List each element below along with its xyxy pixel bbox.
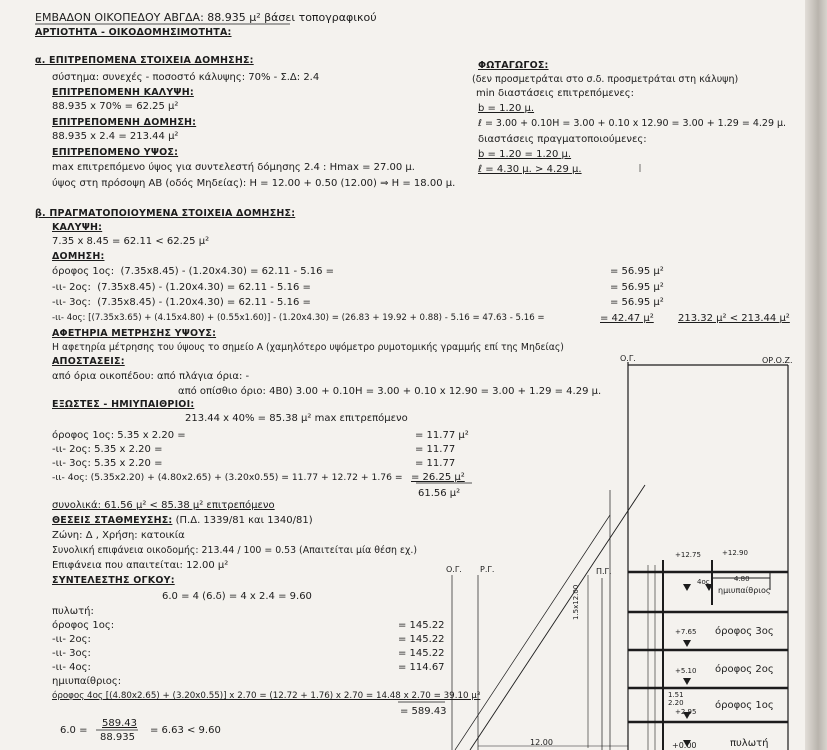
light-well-title: ΦΩΤΑΓΩΓΟΣ:: [478, 60, 549, 71]
height-ref-text: Η αφετηρία μέτρησης του ύψους το σημείο Α (χαμηλότερο υψόμετρο ρυμοτομικής γραμμής επί της Μηδείας): [52, 342, 564, 353]
balconies-allowed: 213.44 x 40% = 85.38 μ² max επιτρεπόμενο: [185, 413, 408, 424]
rg-left-label: Ρ.Γ.: [480, 565, 495, 574]
list-item: όροφος 1ος: (7.35x8.45) - (1.20x4.30) = 62.11 - 5.16 =: [52, 266, 335, 277]
pilotis-drawing-label: πυλωτή: [730, 738, 769, 749]
list-item: -ιι- 3ος:: [52, 648, 91, 659]
allowed-coverage-calc: 88.935 x 70% = 62.25 μ²: [52, 101, 179, 112]
subtitle: ΑΡΤΙΟΤΗΤΑ - ΟΙΚΟΔΟΜΗΣΙΜΟΤΗΤΑ:: [35, 27, 232, 38]
floor-semi-open-label: ημιυπαίθριος: [718, 586, 771, 595]
dim-220-label: 2.20: [668, 699, 684, 707]
level-1290: +12.90: [722, 549, 748, 557]
og-left-label: Ο.Γ.: [446, 565, 462, 574]
level-000: +0.00: [672, 741, 697, 750]
height-ref-title: ΑΦΕΤΗΡΙΑ ΜΕΤΡΗΣΗΣ ΥΨΟΥΣ:: [52, 328, 217, 339]
list-item: όροφος 1ος: 5.35 x 2.20 =: [52, 430, 186, 441]
floor-4-tag: 4ος: [697, 578, 710, 586]
scan-edge-shadow: [805, 0, 827, 750]
list-item: -ιι- 3ος: 5.35 x 2.20 =: [52, 458, 163, 469]
light-well-actual-title: διαστάσεις πραγματοποιούμενες:: [478, 134, 647, 145]
list-item: όροφος 1ος:: [52, 620, 115, 631]
building-title: ΔΟΜΗΣΗ:: [52, 251, 105, 262]
coverage-title: ΚΑΛΥΨΗ:: [52, 222, 103, 233]
ratio-denominator: 88.935: [100, 732, 135, 743]
level-510: +5.10: [675, 667, 697, 675]
required-area-line: Επιφάνεια που απαιτείται: 12.00 μ²: [52, 560, 229, 571]
dim-15x12-label: 1.5x12.00: [572, 584, 580, 620]
zone-line: Ζώνη: Δ , Χρήση: κατοικία: [52, 530, 185, 541]
level-1275: +12.75: [675, 551, 701, 559]
list-item: -ιι- 4ος: (5.35x2.20) + (4.80x2.65) + (3.20x0.55) = 11.77 + 12.72 + 1.76 =: [52, 472, 403, 483]
pg-label: Π.Γ.: [596, 567, 612, 576]
height-line-2: ύψος στη πρόσοψη ΑΒ (οδός Μηδείας): H = 12.00 + 0.50 (12.00) ⇒ H = 18.00 μ.: [52, 178, 456, 189]
building-total: 213.32 μ² < 213.44 μ²: [678, 313, 790, 324]
semi-open-calc: όροφος 4ος [(4.80x2.65) + (3.20x0.55)] x 2.70 = (12.72 + 1.76) x 2.70 = 14.48 x 2.70 = 39.10 μ³: [52, 691, 481, 701]
balcony-result: = 11.77: [415, 444, 456, 455]
coverage-calc: 7.35 x 8.45 = 62.11 < 62.25 μ²: [52, 236, 210, 247]
og-top-label: Ο.Γ.: [620, 354, 636, 363]
distances-line-1: από όρια οικοπέδου: από πλάγια όρια: -: [52, 371, 250, 382]
total-area-line: Συνολική επιφάνεια οικοδομής: 213.44 / 100 = 0.53 (Απαιτείται μία θέση εχ.): [52, 545, 418, 556]
light-well-note-1: (δεν προσμετράται στο σ.δ. προσμετράται στη κάλυψη): [472, 74, 739, 85]
balconies-title: ΕΞΩΣΤΕΣ - ΗΜΙΥΠΑΙΘΡΙΟΙ:: [52, 399, 195, 410]
light-well-b-actual: b = 1.20 = 1.20 μ.: [478, 149, 572, 160]
floor-result: = 56.95 μ²: [610, 266, 664, 277]
distances-title: ΑΠΟΣΤΑΣΕΙΣ:: [52, 356, 125, 367]
ratio-prefix: 6.0 =: [60, 725, 88, 736]
parking-line: ΘΕΣΕΙΣ ΣΤΑΘΜΕΥΣΗΣ: (Π.Δ. 1339/81 και 1340/81): [52, 515, 313, 526]
balcony-result: = 26.25 μ²: [411, 472, 465, 483]
ratio-result: = 6.63 < 9.60: [150, 725, 221, 736]
floor-result: = 56.95 μ²: [610, 282, 664, 293]
volume-title: ΣΥΝΤΕΛΕΣΤΗΣ ΟΓΚΟΥ:: [52, 575, 175, 586]
volume-result: = 145.22: [398, 648, 445, 659]
volume-result: = 114.67: [398, 662, 445, 673]
floor-result: = 56.95 μ²: [610, 297, 664, 308]
list-item: -ιι- 2ος: 5.35 x 2.20 =: [52, 444, 163, 455]
section-a-title: α. ΕΠΙΤΡΕΠΟΜΕΝΑ ΣΤΟΙΧΕΙΑ ΔΟΜΗΣΗΣ:: [35, 55, 254, 66]
volume-result: = 145.22: [398, 634, 445, 645]
balcony-result: = 11.77: [415, 458, 456, 469]
height-line-1: max επιτρεπόμενο ύψος για συντελεστή δόμησης 2.4 : Hmax = 27.00 μ.: [52, 162, 415, 173]
pilotis-label: πυλωτή:: [52, 606, 94, 617]
balconies-sum: 61.56 μ²: [418, 488, 461, 499]
section-b-title: β. ΠΡΑΓΜΑΤΟΠΟΙΟΥΜΕΝΑ ΣΤΟΙΧΕΙΑ ΔΟΜΗΣΗΣ:: [35, 208, 296, 219]
floor-3-label: όροφος 3ος: [715, 626, 774, 637]
dim-1200-label: 12.00: [530, 738, 553, 747]
light-well-b-min: b = 1.20 μ.: [478, 103, 535, 114]
level-295: +2.95: [675, 708, 697, 716]
dim-480-label: 4.80: [734, 575, 750, 583]
balconies-total: συνολικά: 61.56 μ² < 85.38 μ² επιτρεπόμενο: [52, 500, 275, 511]
list-item: -ιι- 4ος: [(7.35x3.65) + (4.15x4.80) + (0.55x1.60)] - (1.20x4.30) = (26.83 + 19.92 + 0.88) - 5.16 = 47.63 - 5.16 =: [52, 313, 545, 323]
list-item: -ιι- 3ος: (7.35x8.45) - (1.20x4.30) = 62.11 - 5.16 =: [52, 297, 311, 308]
light-well-l-min: ℓ = 3.00 + 0.10H = 3.00 + 0.10 x 12.90 = 3.00 + 1.29 = 4.29 μ.: [478, 118, 787, 129]
allowed-height-title: ΕΠΙΤΡΕΠΟΜΕΝΟ ΥΨΟΣ:: [52, 147, 179, 158]
plot-area-line: ΕΜΒΑΔΟΝ ΟΙΚΟΠΕΔΟΥ ΑΒΓΔΑ: 88.935 μ² βάσει τοπογραφικού: [35, 11, 377, 24]
distances-line-2: από οπίσθιο όριο: 4Β0) 3.00 + 0.10H = 3.00 + 0.10 x 12.90 = 3.00 + 1.29 = 4.29 μ.: [178, 386, 602, 397]
ratio-numerator: 589.43: [102, 718, 137, 729]
volume-sum: = 589.43: [400, 706, 447, 717]
allowed-building-calc: 88.935 x 2.4 = 213.44 μ²: [52, 131, 179, 142]
list-item: -ιι- 2ος: (7.35x8.45) - (1.20x4.30) = 62.11 - 5.16 =: [52, 282, 311, 293]
volume-formula: 6.0 = 4 (6.δ) = 4 x 2.4 = 9.60: [162, 591, 312, 602]
or-top-label: ΟΡ.Ο.Ζ.: [762, 356, 793, 365]
floor-result: = 42.47 μ²: [600, 313, 654, 324]
dim-151-label: 1.51: [668, 691, 684, 699]
light-well-note-2: min διαστάσεις επιτρεπόμενες:: [476, 88, 634, 99]
floor-2-label: όροφος 2ος: [715, 664, 774, 675]
allowed-building-title: ΕΠΙΤΡΕΠΟΜΕΝΗ ΔΟΜΗΣΗ:: [52, 117, 197, 128]
semi-open-label: ημιυπαίθριος:: [52, 676, 122, 687]
level-765: +7.65: [675, 628, 697, 636]
allowed-coverage-title: ΕΠΙΤΡΕΠΟΜΕΝΗ ΚΑΛΥΨΗ:: [52, 87, 194, 98]
volume-result: = 145.22: [398, 620, 445, 631]
list-item: -ιι- 4ος:: [52, 662, 91, 673]
light-well-l-actual: ℓ = 4.30 μ. > 4.29 μ.: [478, 164, 582, 175]
balcony-result: = 11.77 μ²: [415, 430, 469, 441]
list-item: -ιι- 2ος:: [52, 634, 91, 645]
system-line: σύστημα: συνεχές - ποσοστό κάλυψης: 70% - Σ.Δ: 2.4: [52, 72, 320, 83]
floor-1-label: όροφος 1ος: [715, 700, 774, 711]
